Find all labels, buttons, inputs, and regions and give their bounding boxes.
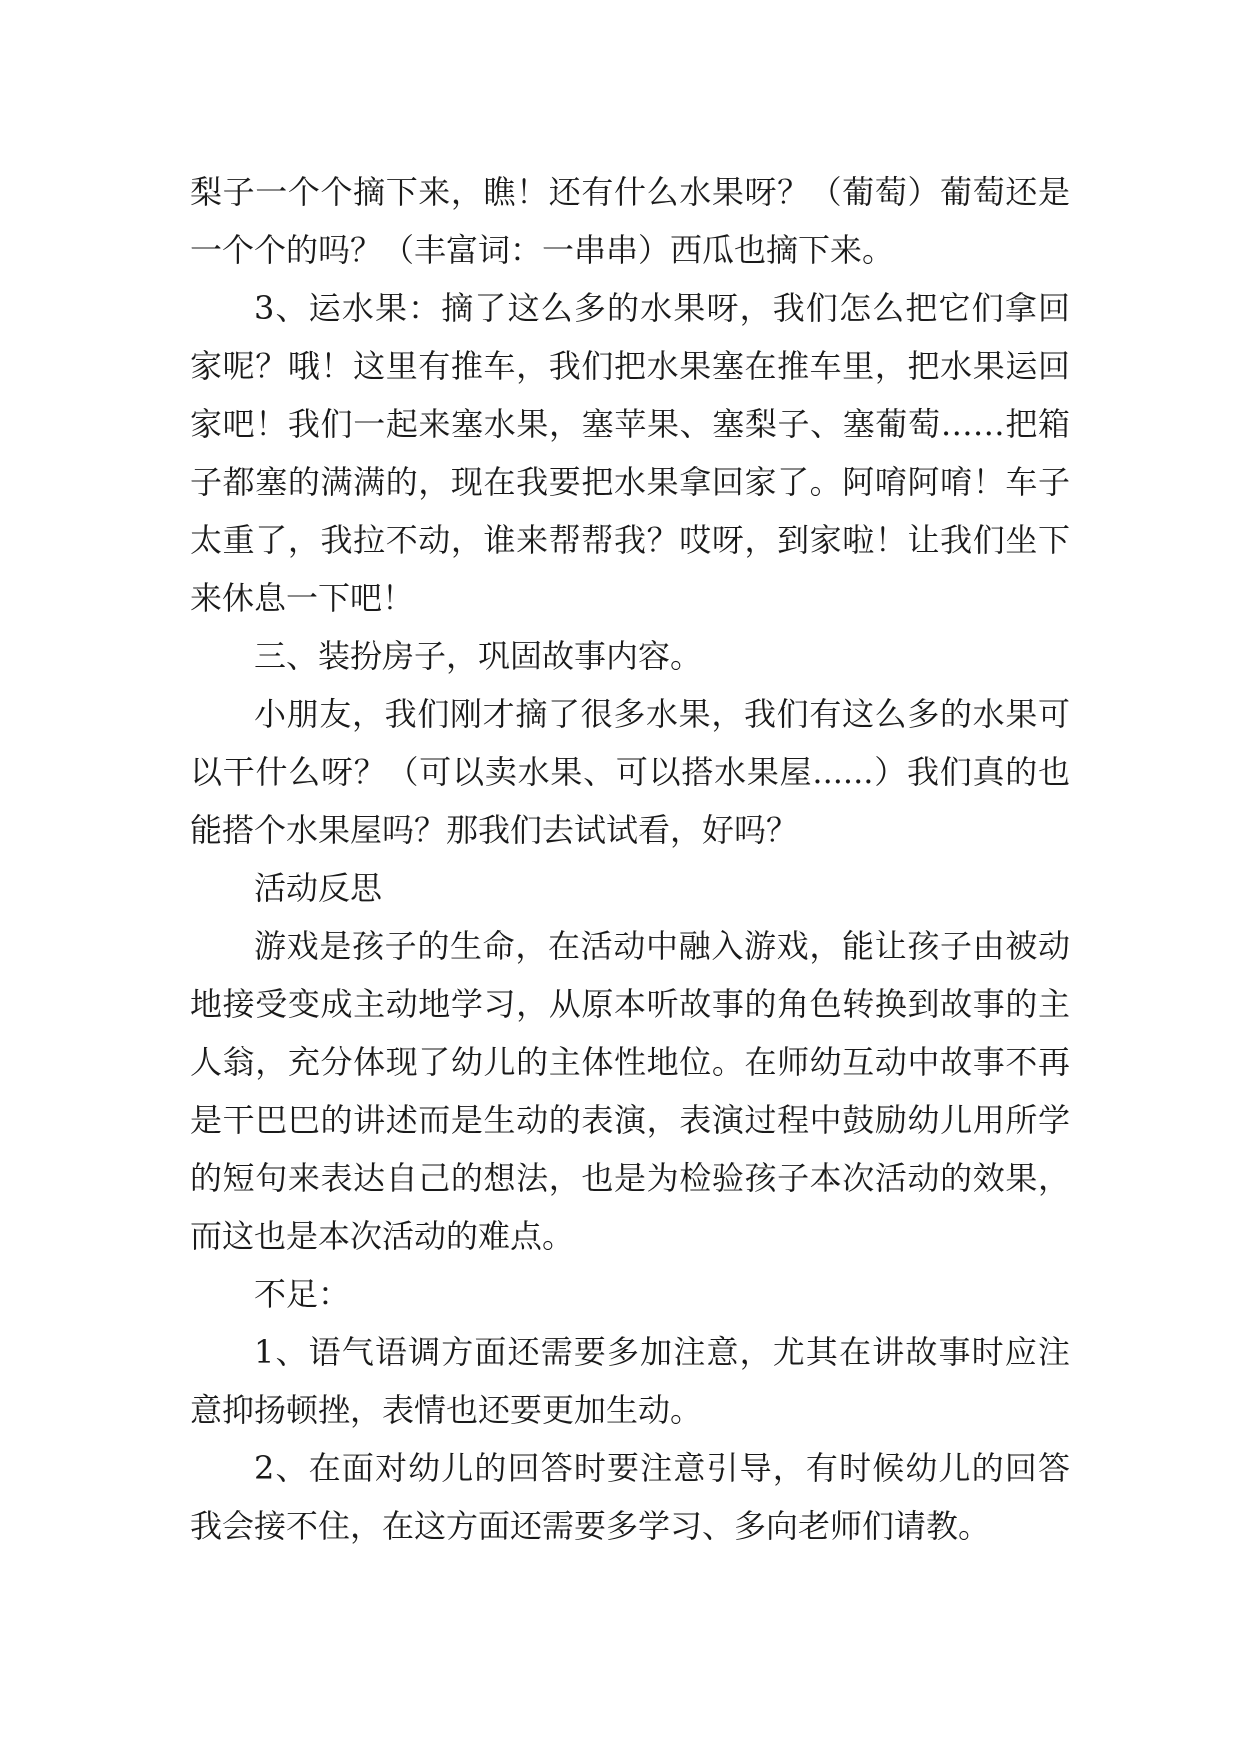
paragraph-reflection-body: 游戏是孩子的生命，在活动中融入游戏，能让孩子由被动地接受变成主动地学习，从原本听故事的角色转换到故事的主人翁，充分体现了幼儿的主体性地位。在师幼互动中故事不再是干巴巴的讲述而是生动的表演，表演过程中鼓励幼儿用所学的短句来表达自己的想法，也是为检验孩子本次活动的效果，而这也是本次活动的难点。 bbox=[190, 927, 1070, 1255]
paragraph-transport-fruit: 3、运水果：摘了这么多的水果呀，我们怎么把它们拿回家呢？哦！这里有推车，我们把水果塞在推车里，把水果运回家吧！我们一起来塞水果，塞苹果、塞梨子、塞葡萄……把箱子都塞的满满的，现在我要把水果拿回家了。阿唷阿唷！车子太重了，我拉不动，谁来帮帮我？哎呀，到家啦！让我们坐下来休息一下吧！ bbox=[190, 289, 1070, 617]
paragraph-shortcomings-heading: 不足： bbox=[254, 1275, 351, 1313]
paragraph-shortcoming-two: 2、在面对幼儿的回答时要注意引导，有时候幼儿的回答我会接不住，在这方面还需要多学习、多向老师们请教。 bbox=[190, 1449, 1070, 1545]
document-body bbox=[190, 163, 1070, 1555]
paragraph-reflection-heading: 活动反思 bbox=[254, 869, 383, 907]
paragraph-fruit-house: 小朋友，我们刚才摘了很多水果，我们有这么多的水果可以干什么呀？（可以卖水果、可以搭水果屋......）我们真的也能搭个水果屋吗？那我们去试试看，好吗？ bbox=[190, 695, 1070, 849]
paragraph-shortcoming-one: 1、语气语调方面还需要多加注意，尤其在讲故事时应注意抑扬顿挫，表情也还要更加生动。 bbox=[190, 1333, 1070, 1429]
paragraph-continued: 梨子一个个摘下来，瞧！还有什么水果呀？（葡萄）葡萄还是一个个的吗？（丰富词：一串串）西瓜也摘下来。 bbox=[190, 173, 1070, 269]
paragraph-section-three-heading: 三、装扮房子，巩固故事内容。 bbox=[254, 637, 703, 675]
